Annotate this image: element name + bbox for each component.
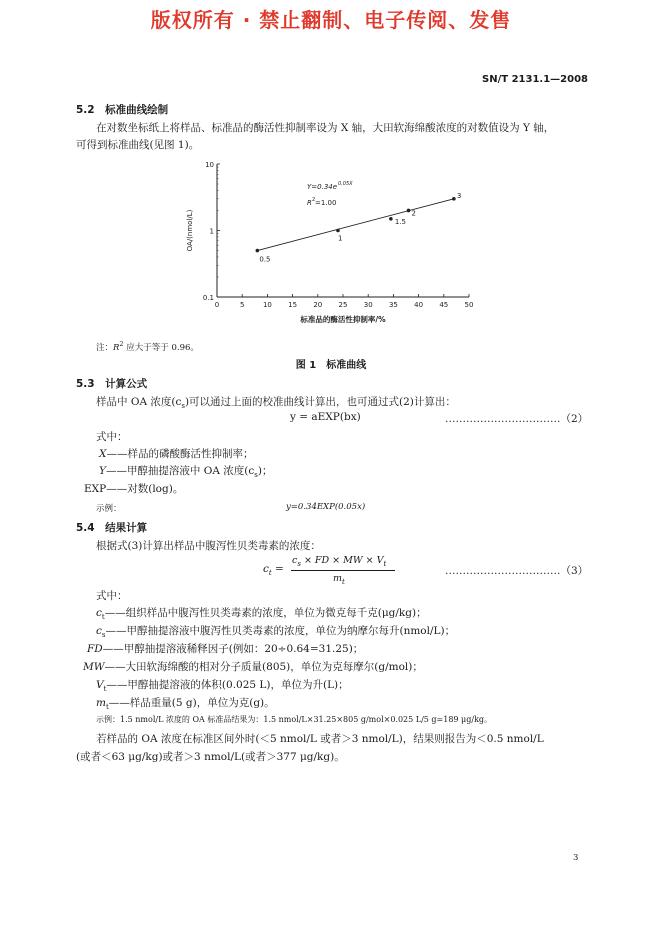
x-tick-label: 15 [288,301,298,309]
eq3-lhs-sub: t [268,569,272,578]
standard-code: SN/T 2131.1—2008 [482,74,588,85]
def-sym: m [96,697,106,709]
r2-value: =1.00 [315,199,337,207]
section-5-2-para-line1: 在对数坐标纸上将样品、标准品的酶活性抑制率设为 X 轴，大田软海绵酸浓度的对数值设为 Y 轴， [96,122,555,134]
section-5-3-para [96,394,456,410]
def-x-symbol: X [99,448,107,460]
example-equation: y=0.34EXP(0.05x) [286,502,366,512]
eq3-num-rest: × FD × MW × V [300,555,384,566]
para-text-b: )可以通过上面的校准曲线计算出，也可通过式(2)计算出： [184,396,456,408]
r2-label: R [307,199,312,207]
eq3-lhs-sym: c [263,563,269,575]
x-tick-label: 40 [414,301,424,309]
equation-2-number: ……………………………（2） [445,413,589,425]
def-y-symbol: Y [99,465,106,477]
def-exp-text: ——对数(log)。 [106,483,184,495]
x-tick-label: 35 [388,301,398,309]
def-sub: t [105,703,109,712]
para-sub: s [181,402,185,411]
where-label-1: 式中： [96,431,128,443]
equation-annotation: Y=0.34e [307,183,338,191]
example-result: 示例：1.5 nmol/L 浓度的 OA 标准品结果为：1.5 nmol/L×31.25×805 g/mol×0.025 L/5 g=189 μg/kg。 [96,715,493,724]
section-5-2-para-line2: 可得到标准曲线(见图 1)。 [76,139,200,151]
def-y-text: ——甲醇抽提溶液中 OA 浓度(c [105,465,255,477]
final-para-line2: (或者＜63 μg/kg)或者＞3 nmol/L(或者＞377 μg/kg)。 [76,751,345,763]
def-sub: t [101,613,105,622]
eq3-den-sub: t [342,577,345,586]
eq3-den-m: m [333,573,343,584]
def-sym: c [96,607,102,619]
def-fd [87,641,363,656]
data-point-label: 1.5 [394,217,407,226]
def-ct [96,605,427,621]
figure-caption: 图 1 标准曲线 [295,360,367,371]
note-rest: 应大于等于 0.96。 [123,342,199,353]
def-sym: c [96,625,102,637]
section-5-2-heading: 5.2 标准曲线绘制 [76,104,169,116]
def-y-sub: s [254,471,258,480]
fraction-bar [291,570,395,571]
r2-exponent: 2 [312,197,316,203]
eq3-num-c: c [292,555,298,566]
def-exp [84,481,183,496]
x-tick-label: 20 [313,301,323,309]
equation-3-numerator [292,555,386,568]
data-point-label: 1 [337,234,343,243]
section-5-3-heading: 5.3 计算公式 [76,378,148,390]
def-sym: MW [83,661,105,673]
data-point [336,229,340,233]
def-sub: t [103,685,107,694]
equation-2: y = aEXP(bx) [290,411,361,423]
x-tick-label: 50 [464,301,474,309]
def-text: ——大田软海绵酸的相对分子质量(805)，单位为克每摩尔(g/mol)； [104,661,423,673]
y-tick-label: 0.1 [202,294,214,302]
def-x [99,446,253,461]
def-y [99,463,272,479]
def-text: ——样品重量(5 g)，单位为克(g)。 [108,697,275,709]
eq3-num-sub2: t [383,559,387,568]
def-text: ——组织样品中腹泻性贝类毒素的浓度，单位为微克每千克(μg/kg)； [104,607,427,619]
y-axis-label: OA/(nmol/L) [186,209,194,252]
note-r: R [113,342,120,353]
x-tick-label: 10 [262,301,272,309]
def-vt [96,677,349,693]
def-cs [96,623,455,639]
figure-note [96,340,199,353]
def-sub: s [101,631,106,640]
data-point [256,249,260,253]
y-tick-label: 1 [209,227,214,236]
note-exp: 2 [119,340,124,348]
equation-3-denominator [333,573,345,586]
para-text-a: 样品中 OA 浓度(c [96,396,182,408]
data-point-label: 2 [411,209,416,218]
def-exp-symbol: EXP [84,483,107,495]
def-y-end: )； [257,465,273,477]
def-text: ——甲醇抽提溶液稀释因子(例如：20÷0.64=31.25)； [102,643,364,655]
equation-3-lhs: $c_t$ = [263,563,284,578]
def-mt [96,695,275,711]
x-tick-label: 45 [439,301,449,309]
data-point [389,217,393,221]
x-tick-label: 0 [214,301,220,309]
section-5-4-heading: 5.4 结果计算 [76,522,148,534]
note-prefix: 注： [96,342,114,353]
equation-exponent: 0.05X [338,181,353,187]
section-5-4-para: 根据式(3)计算出样品中腹泻性贝类毒素的浓度： [96,540,321,552]
x-axis-label: 标准品的酶活性抑制率/% [300,315,386,324]
x-tick-label: 25 [338,301,348,309]
def-x-text: ——样品的磷酸酶活性抑制率； [106,448,254,460]
def-text: ——甲醇抽提溶液中腹泻性贝类毒素的浓度，单位为纳摩尔每升(nmol/L)； [105,625,456,637]
data-point-label: 0.5 [259,255,271,264]
data-point-label: 3 [456,191,462,200]
x-tick-label: 30 [363,301,373,309]
def-text: ——甲醇抽提溶液的体积(0.025 L)，单位为升(L)； [106,679,349,691]
data-point [452,197,456,201]
final-para-line1: 若样品的 OA 浓度在标准区间外时(＜5 nmol/L 或者＞3 nmol/L)，结果则报告为＜0.5 nmol/L [96,733,544,745]
def-mw [83,659,423,674]
data-point [407,209,411,213]
x-tick-label: 5 [239,301,245,309]
y-tick-label: 10 [205,161,214,169]
standard-curve-chart [180,155,490,325]
eq3-num-sub: s [297,559,301,568]
equation-3-number: ……………………………（3） [445,565,589,577]
where-label-2: 式中： [96,590,128,602]
def-sym: V [96,679,104,691]
example-label: 示例： [96,504,122,514]
def-sym: FD [87,643,103,655]
watermark-banner: 版权所有 · 禁止翻制、电子传阅、发售 [150,8,512,32]
trend-line [257,199,454,251]
page-number: 3 [573,853,579,863]
